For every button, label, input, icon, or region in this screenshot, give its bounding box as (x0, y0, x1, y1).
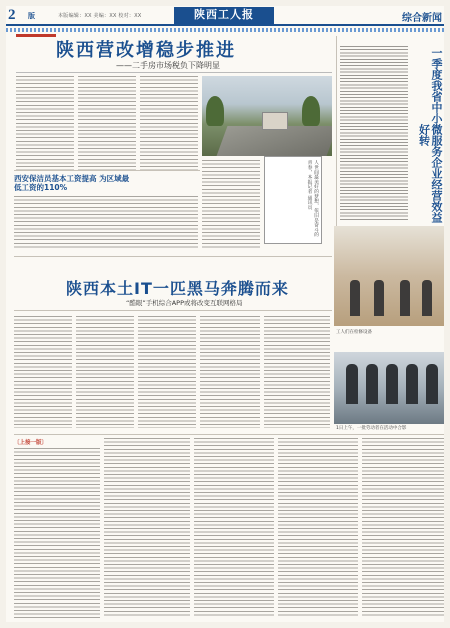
section-title: 综合新闻 (402, 13, 442, 24)
sidebar-note: 人世间最美好的梦想，依旧是奋斗的青春，本报记者 通讯员 (264, 156, 322, 244)
bottom-col-5 (362, 438, 444, 618)
brief-headline: 西安保洁员基本工资提高 为区域最低工资的110% (14, 174, 130, 192)
bottom-col-4 (278, 438, 358, 618)
section-rule (14, 310, 332, 311)
continued-tag: 〔上接一版〕 (14, 440, 48, 446)
photo3-caption: 1日上午，一批劳动者在活动中合影 (336, 426, 407, 431)
person-figure (386, 364, 398, 404)
headline-kicker (16, 34, 56, 37)
lead-body-col-4 (202, 160, 260, 250)
lead-headline: 陕西营改增稳步推进 (56, 40, 236, 61)
masthead-logo: 陕西工人报 (174, 7, 274, 24)
feature-vertical-title: 一季度我省中小微服务企业经营效益好转 (417, 47, 443, 223)
mid-story-subheadline: “酷眼”手机综合APP或将改变互联网格局 (126, 299, 243, 307)
page-label: 版 (28, 13, 35, 20)
mid-body-col-2 (76, 316, 134, 428)
header-rule (6, 28, 444, 32)
lead-body-col-3 (140, 76, 198, 170)
header-meta: 本版编辑：XX 美编：XX 校对：XX (58, 13, 142, 19)
mid-story-headline: 陕西本土IT一匹黑马奔腾而来 (66, 279, 289, 298)
section-rule (14, 434, 444, 435)
tree-shape (302, 96, 320, 126)
mid-body-col-3 (138, 316, 196, 428)
group-photo (334, 352, 444, 424)
person-figure (406, 364, 418, 404)
tree-shape (206, 96, 224, 126)
newspaper-page (6, 6, 444, 622)
bottom-col-3 (194, 438, 274, 618)
mid-body-col-5 (264, 316, 330, 428)
lead-body-col-2 (78, 76, 136, 170)
section-rule (14, 170, 200, 171)
bottom-col-1 (14, 448, 100, 618)
road-shape (217, 126, 332, 156)
worker-figure (422, 280, 432, 316)
page-header (6, 6, 444, 26)
worker-figure (350, 280, 360, 316)
workers-photo (334, 226, 444, 326)
lead-body-col-1 (16, 76, 74, 170)
worker-figure (374, 280, 384, 316)
mid-body-col-4 (200, 316, 260, 428)
truck-shape (262, 112, 288, 130)
brief-body (14, 196, 198, 248)
worker-figure (400, 280, 410, 316)
photo2-caption: 工人们在检修设备 (336, 330, 372, 335)
mid-body-col-1 (14, 316, 72, 428)
person-figure (346, 364, 358, 404)
page-number: 2 (8, 7, 16, 23)
headline-rule (16, 72, 332, 73)
bottom-col-2 (104, 438, 190, 618)
construction-photo (202, 76, 332, 156)
person-figure (426, 364, 438, 404)
section-rule (14, 256, 332, 257)
person-figure (366, 364, 378, 404)
feature-body (340, 46, 408, 222)
lead-subheadline: ——二手房市场税负下降明显 (116, 61, 220, 70)
